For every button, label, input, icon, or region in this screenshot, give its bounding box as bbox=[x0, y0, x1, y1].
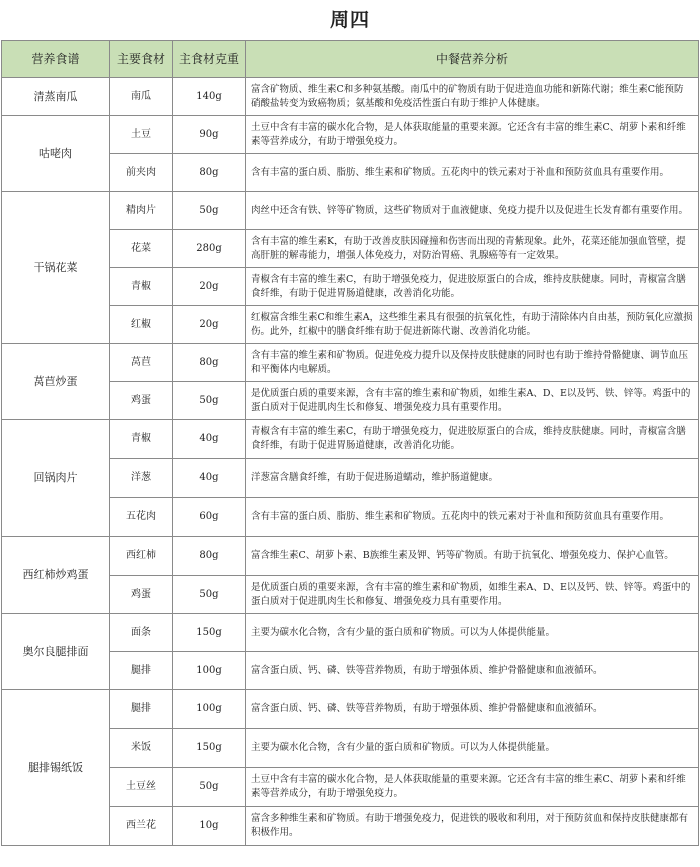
analysis-cell: 肉丝中还含有铁、锌等矿物质，这些矿物质对于血液健康、免疫力提升以及促进生长发育都有重要作用。 bbox=[246, 192, 699, 230]
dish-name: 清蒸南瓜 bbox=[2, 78, 110, 116]
header-ingredient: 主要食材 bbox=[110, 41, 173, 78]
analysis-cell: 富含蛋白质、钙、磷、铁等营养物质，有助于增强体质、维护骨骼健康和血液循环。 bbox=[246, 690, 699, 729]
dish-name: 咕咾肉 bbox=[2, 116, 110, 192]
analysis-cell: 含有丰富的维生素K，有助于改善皮肤因碰撞和伤害而出现的青紫现象。此外，花菜还能加强血管壁，提高肝脏的解毒能力，增强人体免疫力，对防治胃癌、乳腺癌等有一定效果。 bbox=[246, 230, 699, 268]
table-row bbox=[2, 537, 699, 576]
header-weight: 主食材克重 bbox=[173, 41, 246, 78]
weight-cell: 80g bbox=[173, 344, 246, 382]
weight-cell: 100g bbox=[173, 690, 246, 729]
analysis-cell: 含有丰富的蛋白质、脂肪、维生素和矿物质。五花肉中的铁元素对于补血和预防贫血具有重要作用。 bbox=[246, 154, 699, 192]
weight-cell: 40g bbox=[173, 459, 246, 498]
table-header-row bbox=[2, 41, 699, 78]
ingredient-cell: 腿排 bbox=[110, 690, 173, 729]
ingredient-cell: 鸡蛋 bbox=[110, 576, 173, 614]
dish-name: 腿排锡纸饭 bbox=[2, 690, 110, 846]
ingredient-cell: 前夹肉 bbox=[110, 154, 173, 192]
analysis-cell: 含有丰富的维生素和矿物质。促进免疫力提升以及保持皮肤健康的同时也有助于维持骨骼健康、调节血压和平衡体内电解质。 bbox=[246, 344, 699, 382]
analysis-cell: 是优质蛋白质的重要来源，含有丰富的维生素和矿物质，如维生素A、D、E以及钙、铁、锌等。鸡蛋中的蛋白质对于促进肌肉生长和修复、增强免疫力具有重要作用。 bbox=[246, 576, 699, 614]
weight-cell: 150g bbox=[173, 729, 246, 768]
ingredient-cell: 青椒 bbox=[110, 268, 173, 306]
weight-cell: 280g bbox=[173, 230, 246, 268]
table-row bbox=[2, 420, 699, 459]
table-row bbox=[2, 614, 699, 652]
dish-name: 干锅花菜 bbox=[2, 192, 110, 344]
weight-cell: 150g bbox=[173, 614, 246, 652]
weight-cell: 20g bbox=[173, 268, 246, 306]
analysis-cell: 土豆中含有丰富的碳水化合物，是人体获取能量的重要来源。它还含有丰富的维生素C、胡萝卜素和纤维素等营养成分，有助于增强免疫力。 bbox=[246, 116, 699, 154]
analysis-cell: 红椒富含维生素C和维生素A，这些维生素具有很强的抗氧化性，有助于清除体内自由基，预防氧化应激损伤。此外，红椒中的膳食纤维有助于促进新陈代谢、改善消化功能。 bbox=[246, 306, 699, 344]
analysis-cell: 富含矿物质、维生素C和多种氨基酸。南瓜中的矿物质有助于促进造血功能和新陈代谢；维生素C能预防硝酸盐转变为致癌物质；氨基酸和免疫活性蛋白有助于维护人体健康。 bbox=[246, 78, 699, 116]
weight-cell: 40g bbox=[173, 420, 246, 459]
header-recipe: 营养食谱 bbox=[2, 41, 110, 78]
analysis-cell: 是优质蛋白质的重要来源，含有丰富的维生素和矿物质，如维生素A、D、E以及钙、铁、锌等。鸡蛋中的蛋白质对于促进肌肉生长和修复、增强免疫力具有重要作用。 bbox=[246, 382, 699, 420]
ingredient-cell: 洋葱 bbox=[110, 459, 173, 498]
ingredient-cell: 土豆丝 bbox=[110, 768, 173, 807]
weight-cell: 50g bbox=[173, 382, 246, 420]
dish-name: 西红柿炒鸡蛋 bbox=[2, 537, 110, 614]
weight-cell: 80g bbox=[173, 154, 246, 192]
ingredient-cell: 米饭 bbox=[110, 729, 173, 768]
weight-cell: 140g bbox=[173, 78, 246, 116]
weight-cell: 50g bbox=[173, 192, 246, 230]
analysis-cell: 富含蛋白质、钙、磷、铁等营养物质，有助于增强体质、维护骨骼健康和血液循环。 bbox=[246, 652, 699, 690]
ingredient-cell: 南瓜 bbox=[110, 78, 173, 116]
ingredient-cell: 精肉片 bbox=[110, 192, 173, 230]
weight-cell: 90g bbox=[173, 116, 246, 154]
analysis-cell: 含有丰富的蛋白质、脂肪、维生素和矿物质。五花肉中的铁元素对于补血和预防贫血具有重要作用。 bbox=[246, 498, 699, 537]
ingredient-cell: 西兰花 bbox=[110, 807, 173, 846]
analysis-cell: 富含维生素C、胡萝卜素、B族维生素及钾、钙等矿物质。有助于抗氧化、增强免疫力、保护心血管。 bbox=[246, 537, 699, 576]
ingredient-cell: 土豆 bbox=[110, 116, 173, 154]
ingredient-cell: 红椒 bbox=[110, 306, 173, 344]
ingredient-cell: 青椒 bbox=[110, 420, 173, 459]
weight-cell: 50g bbox=[173, 576, 246, 614]
analysis-cell: 洋葱富含膳食纤维，有助于促进肠道蠕动，维护肠道健康。 bbox=[246, 459, 699, 498]
ingredient-cell: 五花肉 bbox=[110, 498, 173, 537]
weight-cell: 20g bbox=[173, 306, 246, 344]
table-row bbox=[2, 690, 699, 729]
weight-cell: 80g bbox=[173, 537, 246, 576]
weight-cell: 60g bbox=[173, 498, 246, 537]
analysis-cell: 富含多种维生素和矿物质。有助于增强免疫力，促进铁的吸收和利用，对于预防贫血和保持皮肤健康都有积极作用。 bbox=[246, 807, 699, 846]
table-row bbox=[2, 344, 699, 382]
weight-cell: 50g bbox=[173, 768, 246, 807]
nutrition-table bbox=[1, 40, 699, 846]
page-title: 周四 bbox=[329, 9, 370, 31]
dish-name: 回锅肉片 bbox=[2, 420, 110, 537]
dish-name: 莴苣炒蛋 bbox=[2, 344, 110, 420]
table-row bbox=[2, 116, 699, 154]
ingredient-cell: 腿排 bbox=[110, 652, 173, 690]
ingredient-cell: 鸡蛋 bbox=[110, 382, 173, 420]
ingredient-cell: 花菜 bbox=[110, 230, 173, 268]
ingredient-cell: 面条 bbox=[110, 614, 173, 652]
header-analysis: 中餐营养分析 bbox=[246, 41, 699, 78]
ingredient-cell: 西红柿 bbox=[110, 537, 173, 576]
analysis-cell: 主要为碳水化合物，含有少量的蛋白质和矿物质。可以为人体提供能量。 bbox=[246, 614, 699, 652]
analysis-cell: 土豆中含有丰富的碳水化合物，是人体获取能量的重要来源。它还含有丰富的维生素C、胡萝卜素和纤维素等营养成分，有助于增强免疫力。 bbox=[246, 768, 699, 807]
analysis-cell: 青椒含有丰富的维生素C，有助于增强免疫力，促进胶原蛋白的合成，维持皮肤健康。同时，青椒富含膳食纤维，有助于促进胃肠道健康，改善消化功能。 bbox=[246, 420, 699, 459]
table-body bbox=[2, 78, 699, 846]
dish-name: 奥尔良腿排面 bbox=[2, 614, 110, 690]
weight-cell: 100g bbox=[173, 652, 246, 690]
analysis-cell: 主要为碳水化合物，含有少量的蛋白质和矿物质。可以为人体提供能量。 bbox=[246, 729, 699, 768]
table-row bbox=[2, 78, 699, 116]
table-row bbox=[2, 192, 699, 230]
ingredient-cell: 莴苣 bbox=[110, 344, 173, 382]
weight-cell: 10g bbox=[173, 807, 246, 846]
analysis-cell: 青椒含有丰富的维生素C，有助于增强免疫力，促进胶原蛋白的合成，维持皮肤健康。同时，青椒富含膳食纤维，有助于促进胃肠道健康，改善消化功能。 bbox=[246, 268, 699, 306]
